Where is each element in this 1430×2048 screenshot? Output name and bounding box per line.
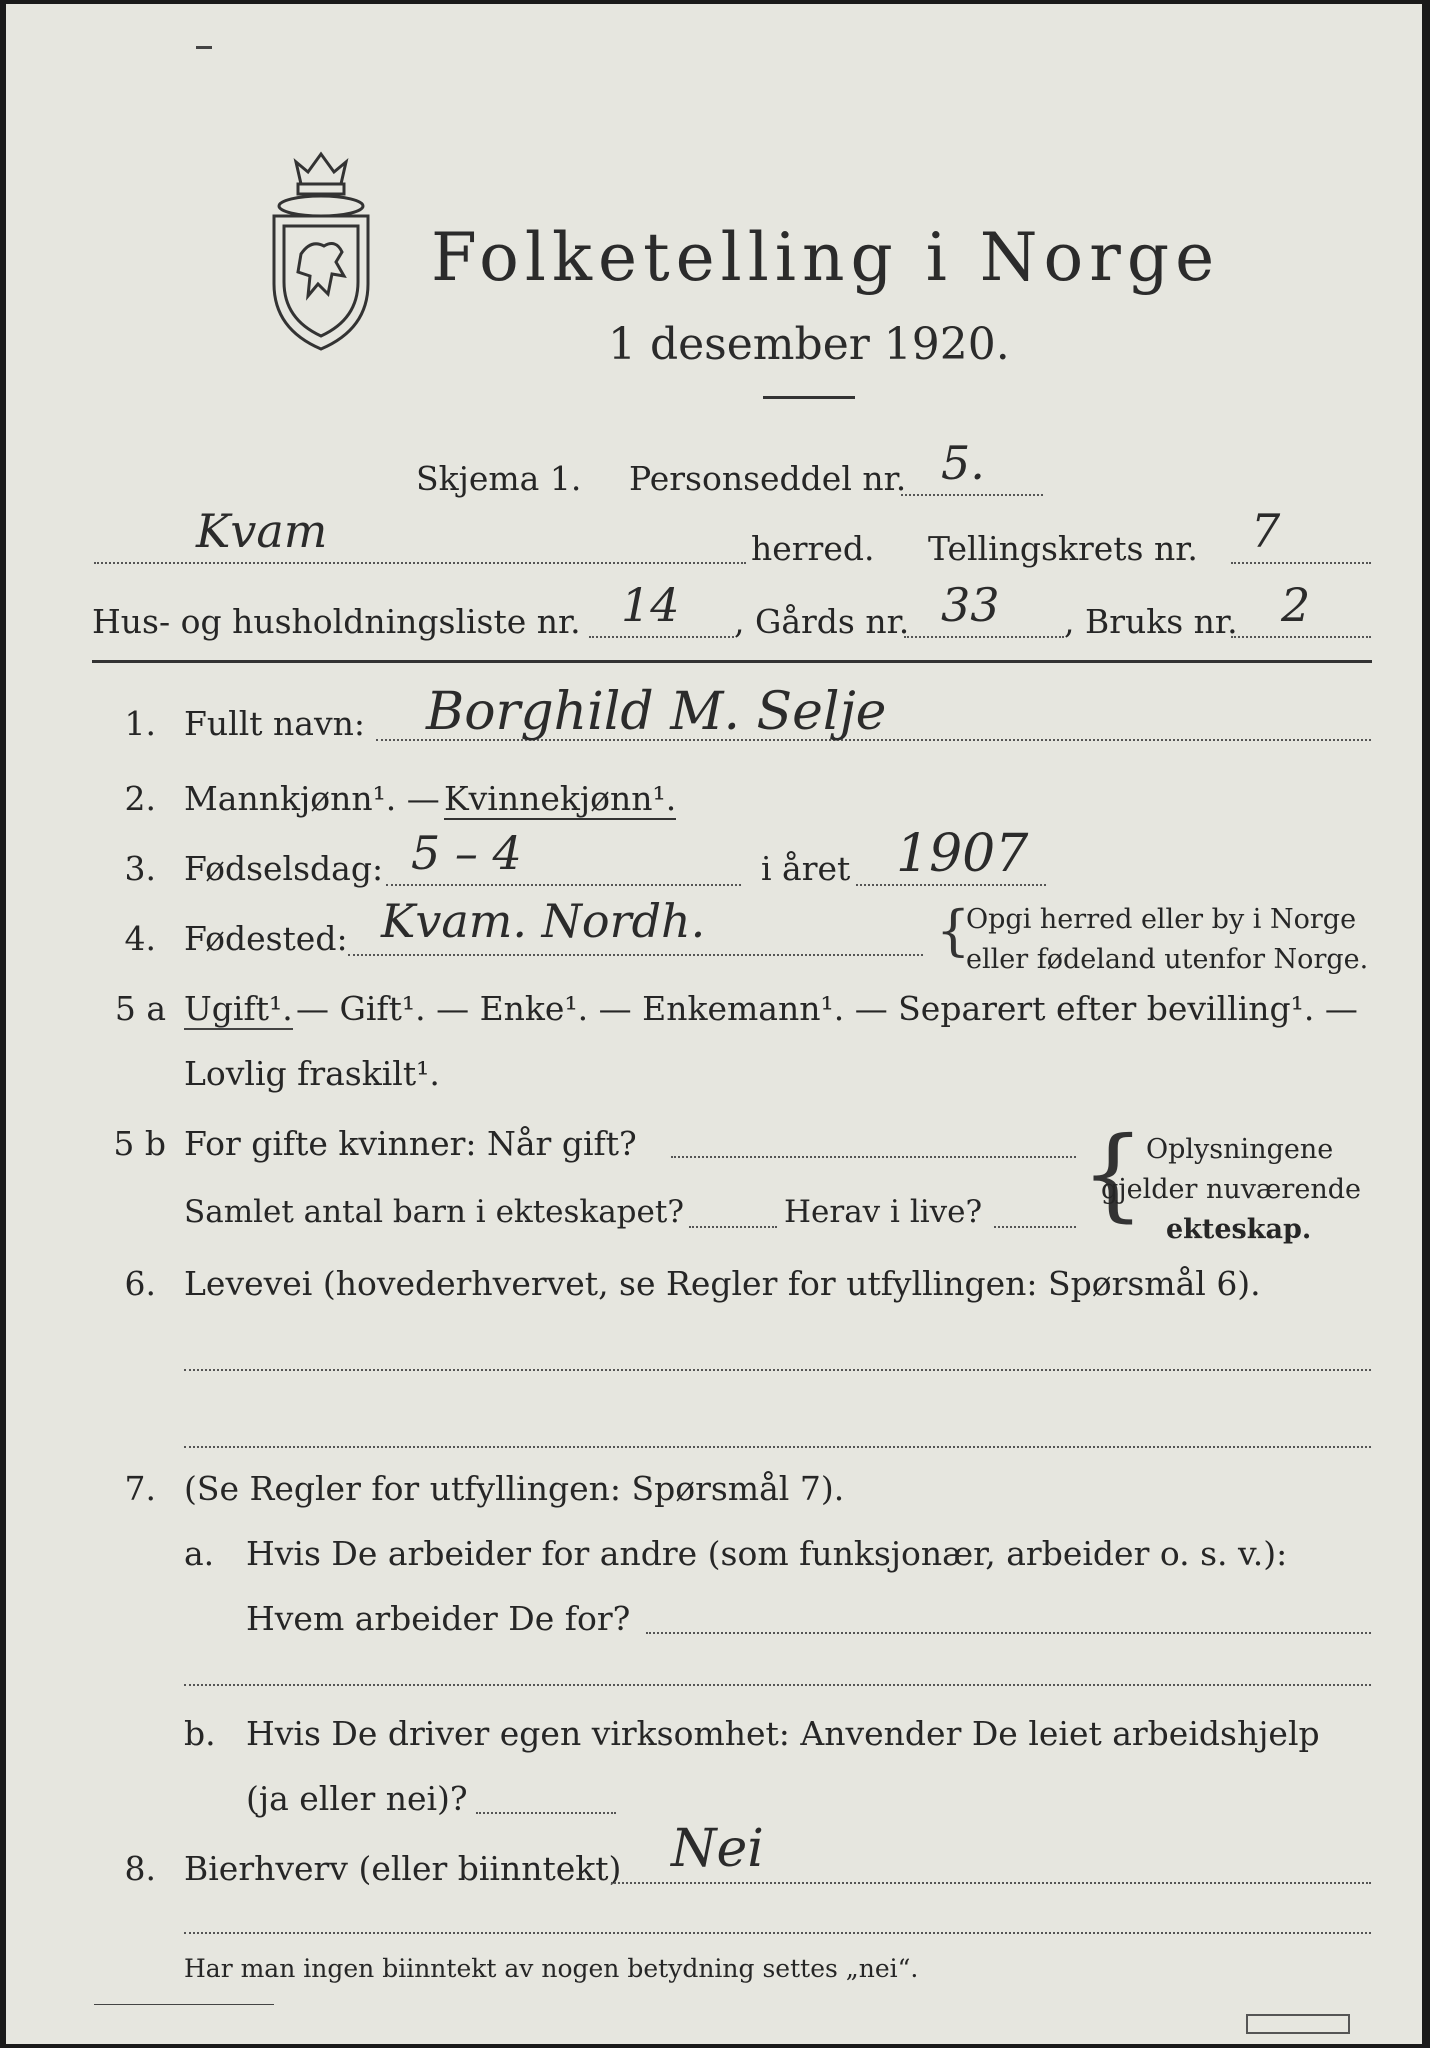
herred-value: Kvam <box>196 504 328 558</box>
q4-label: Fødested: <box>184 919 348 958</box>
personseddel-field[interactable] <box>901 494 1043 496</box>
gards-value: 33 <box>941 578 1000 632</box>
form-title: Folketelling i Norge <box>431 219 1221 296</box>
gender-male-option[interactable]: Mannkjønn¹. — <box>184 779 440 818</box>
q7a-letter: a. <box>184 1534 215 1573</box>
birthyear-field[interactable] <box>856 884 1046 886</box>
q5b-note-line3: ekteskap. <box>1166 1214 1312 1245</box>
q5b-alive-label: Herav i live? <box>784 1194 983 1230</box>
birthplace-value: Kvam. Nordh. <box>381 894 706 948</box>
bruks-value: 2 <box>1281 578 1311 632</box>
q3-number: 3. <box>124 849 156 888</box>
q4-note-line1: Opgi herred eller by i Norge <box>966 904 1357 935</box>
header-divider <box>92 660 1372 663</box>
q8-number: 8. <box>124 1849 156 1888</box>
married-date-field[interactable] <box>671 1156 1076 1158</box>
tellingskrets-field[interactable] <box>1231 562 1371 564</box>
marital-fraskilt-option[interactable]: Lovlig fraskilt¹. <box>184 1054 440 1093</box>
title-divider <box>763 396 855 399</box>
hus-value: 14 <box>621 578 680 632</box>
q2-number: 2. <box>124 779 156 818</box>
q4-number: 4. <box>124 919 156 958</box>
tellingskrets-value: 7 <box>1251 504 1281 558</box>
children-alive-field[interactable] <box>994 1226 1076 1228</box>
marital-ugift-option[interactable]: Ugift¹. <box>184 989 293 1028</box>
census-form-sheet <box>6 4 1422 2044</box>
q7b-letter: b. <box>184 1714 216 1753</box>
q7b-text: Hvis De driver egen virksomhet: Anvender De leiet arbeidshjelp <box>246 1714 1320 1753</box>
hus-field[interactable] <box>589 636 734 638</box>
q4-brace: { <box>936 899 971 962</box>
herred-field[interactable] <box>94 562 746 564</box>
bruks-field[interactable] <box>1231 636 1371 638</box>
q7b-question: (ja eller nei)? <box>246 1779 468 1818</box>
q5b-note-line2: gjelder nuværende <box>1101 1174 1361 1205</box>
marital-other-options[interactable]: — Gift¹. — Enke¹. — Enkemann¹. — Separert efter bevilling¹. — <box>296 989 1358 1028</box>
side-income-value: Nei <box>671 1819 764 1879</box>
q6-number: 6. <box>124 1264 156 1303</box>
q7-number: 7. <box>124 1469 156 1508</box>
footer-note: Har man ingen biinntekt av nogen betydning settes „nei“. <box>184 1954 919 1983</box>
birthdate-value: 5 – 4 <box>411 826 522 880</box>
q8-label: Bierhverv (eller biinntekt) <box>184 1849 622 1888</box>
printer-stamp <box>1246 2014 1350 2034</box>
personseddel-label: Personseddel nr. <box>629 459 907 498</box>
employer-field-line1[interactable] <box>646 1632 1371 1634</box>
gards-field[interactable] <box>904 636 1064 638</box>
hus-label: Hus- og husholdningsliste nr. <box>92 602 581 641</box>
personseddel-value: 5. <box>941 436 985 490</box>
occupation-field-line2[interactable] <box>184 1446 1371 1448</box>
q7a-question: Hvem arbeider De for? <box>246 1599 631 1638</box>
corner-mark <box>196 46 212 49</box>
q5b-married-label: For gifte kvinner: Når gift? <box>184 1124 637 1163</box>
birthyear-value: 1907 <box>896 824 1029 884</box>
hired-help-field[interactable] <box>476 1812 616 1814</box>
footnote-rule <box>94 2004 274 2005</box>
q7-label: (Se Regler for utfyllingen: Spørsmål 7). <box>184 1469 845 1508</box>
bruks-label: , Bruks nr. <box>1064 602 1238 641</box>
q7a-text: Hvis De arbeider for andre (som funksjonær, arbeider o. s. v.): <box>246 1534 1288 1573</box>
employer-field-line2[interactable] <box>184 1684 1371 1686</box>
tellingskrets-label: Tellingskrets nr. <box>928 529 1198 568</box>
form-date: 1 desember 1920. <box>608 319 1010 370</box>
herred-label: herred. <box>751 529 875 568</box>
gards-label: , Gårds nr. <box>734 602 910 641</box>
q5b-children-label: Samlet antal barn i ekteskapet? <box>184 1194 684 1230</box>
coat-of-arms-icon <box>256 144 386 354</box>
q5b-brace: { <box>1081 1115 1145 1232</box>
full-name-value: Borghild M. Selje <box>426 682 887 742</box>
q4-note-line2: eller fødeland utenfor Norge. <box>966 944 1369 975</box>
q3-label: Fødselsdag: <box>184 849 384 888</box>
skjema-label: Skjema 1. <box>416 459 582 498</box>
q6-label: Levevei (hovederhvervet, se Regler for utfyllingen: Spørsmål 6). <box>184 1264 1261 1303</box>
q5a-number: 5 a <box>114 989 166 1028</box>
side-income-field[interactable] <box>611 1882 1371 1884</box>
birthplace-field[interactable] <box>348 954 923 956</box>
gender-female-option[interactable]: Kvinnekjønn¹. <box>444 779 677 818</box>
year-label: i året <box>761 849 851 888</box>
q1-label: Fullt navn: <box>184 704 365 743</box>
occupation-field-line1[interactable] <box>184 1369 1371 1371</box>
q1-number: 1. <box>124 704 156 743</box>
q5b-number: 5 b <box>113 1124 166 1163</box>
children-count-field[interactable] <box>689 1226 777 1228</box>
q5b-note-line1: Oplysningene <box>1146 1134 1334 1165</box>
side-income-field-line2[interactable] <box>184 1932 1371 1934</box>
birthdate-field[interactable] <box>386 884 741 886</box>
